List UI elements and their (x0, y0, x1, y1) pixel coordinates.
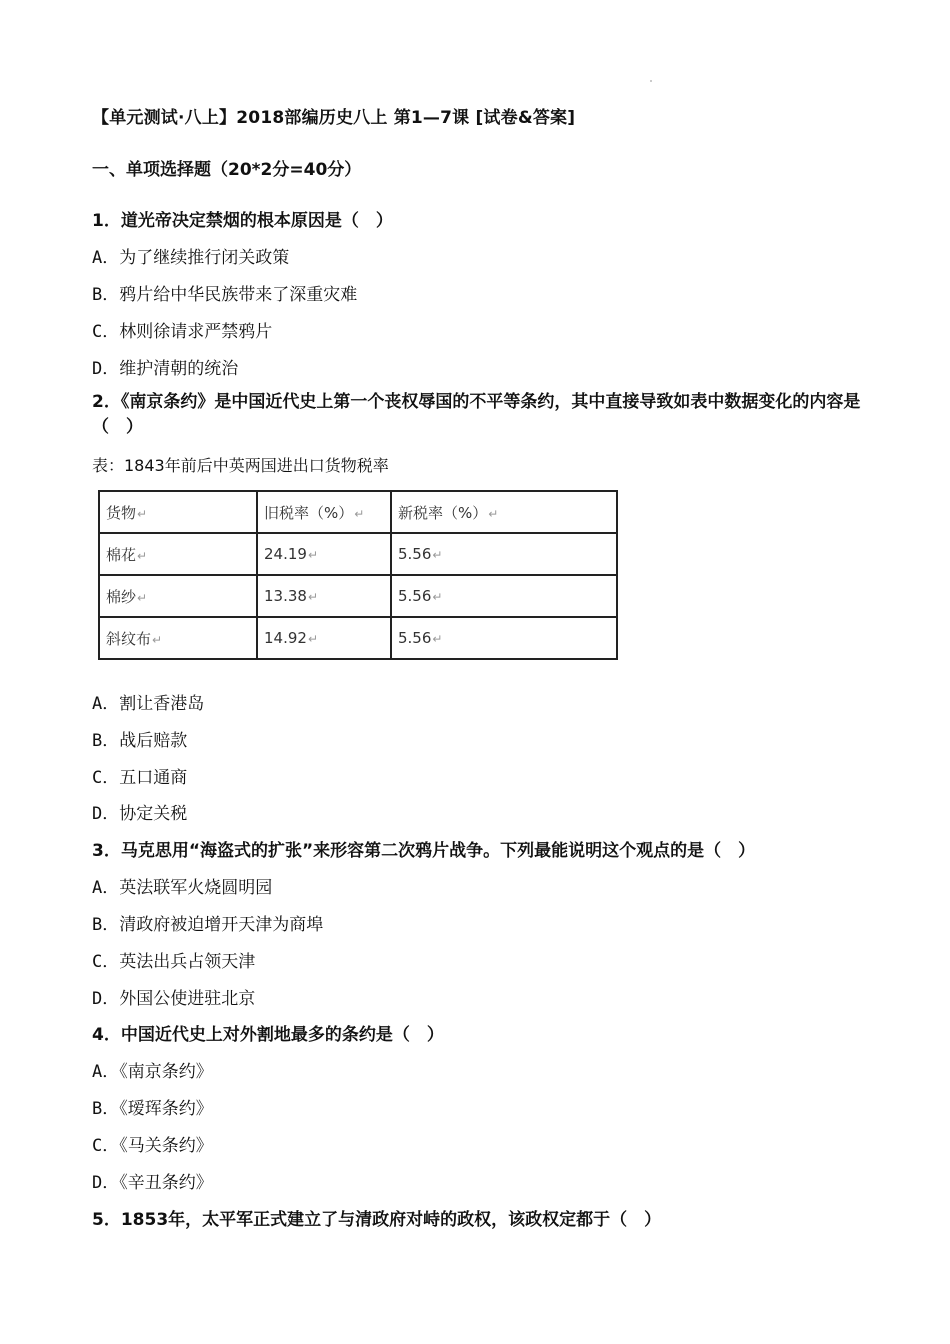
question-2-stem: 2．《南京条约》是中国近代史上第一个丧权辱国的不平等条约，其中直接导致如表中数据变化的内容是（ ） (92, 392, 861, 437)
table-row (99, 533, 617, 575)
scan-speck (650, 80, 652, 82)
table-cell: 14.92↵ (257, 617, 391, 659)
table-cell: 24.19↵ (257, 533, 391, 575)
question-5-stem: 5．1853年，太平军正式建立了与清政府对峙的政权，该政权定都于（ ） (92, 1210, 662, 1230)
question-2-option-c: C．五口通商 (92, 768, 188, 788)
table-cell: 棉花↵ (99, 533, 257, 575)
table-cell: 13.38↵ (257, 575, 391, 617)
document-title: 【单元测试·八上】2018部编历史八上 第1—7课 [试卷&答案] (92, 108, 576, 128)
table-row (99, 617, 617, 659)
question-3-stem: 3．马克思用“海盗式的扩张”来形容第二次鸦片战争。下列最能说明这个观点的是（ ） (92, 841, 756, 861)
question-4-stem: 4．中国近代史上对外割地最多的条约是（ ） (92, 1025, 444, 1045)
table-cell: 新税率（%）↵ (391, 491, 617, 533)
question-2-option-d: D．协定关税 (92, 804, 188, 824)
question-1-option-d: D．维护清朝的统治 (92, 359, 239, 379)
table-row (99, 575, 617, 617)
question-1-option-a: A．为了继续推行闭关政策 (92, 248, 290, 268)
question-4-option-a: A．《南京条约》 (92, 1062, 213, 1082)
table-header-row (99, 491, 617, 533)
question-3-option-c: C．英法出兵占领天津 (92, 952, 256, 972)
table-cell: 旧税率（%）↵ (257, 491, 391, 533)
question-4-option-d: D．《辛丑条约》 (92, 1173, 213, 1193)
question-3-option-a: A．英法联军火烧圆明园 (92, 878, 273, 898)
table-cell: 货物↵ (99, 491, 257, 533)
question-2-option-b: B．战后赔款 (92, 731, 188, 751)
question-1-stem: 1．道光帝决定禁烟的根本原因是（ ） (92, 211, 393, 231)
question-1-option-c: C．林则徐请求严禁鸦片 (92, 322, 273, 342)
table-caption: 表：1843年前后中英两国进出口货物税率 (92, 456, 389, 475)
table-cell: 5.56↵ (391, 617, 617, 659)
question-1-option-b: B．鸦片给中华民族带来了深重灾难 (92, 285, 358, 305)
table-cell: 5.56↵ (391, 575, 617, 617)
section-heading: 一、单项选择题（20*2分=40分） (92, 160, 362, 180)
question-2-option-a: A．割让香港岛 (92, 694, 205, 714)
question-3-option-d: D．外国公使进驻北京 (92, 989, 256, 1009)
question-4-option-c: C．《马关条约》 (92, 1136, 213, 1156)
table-cell: 斜纹布↵ (99, 617, 257, 659)
table-cell: 棉纱↵ (99, 575, 257, 617)
table-cell: 5.56↵ (391, 533, 617, 575)
tax-rate-table (98, 490, 618, 660)
question-4-option-b: B．《瑷珲条约》 (92, 1099, 213, 1119)
question-3-option-b: B．清政府被迫增开天津为商埠 (92, 915, 324, 935)
